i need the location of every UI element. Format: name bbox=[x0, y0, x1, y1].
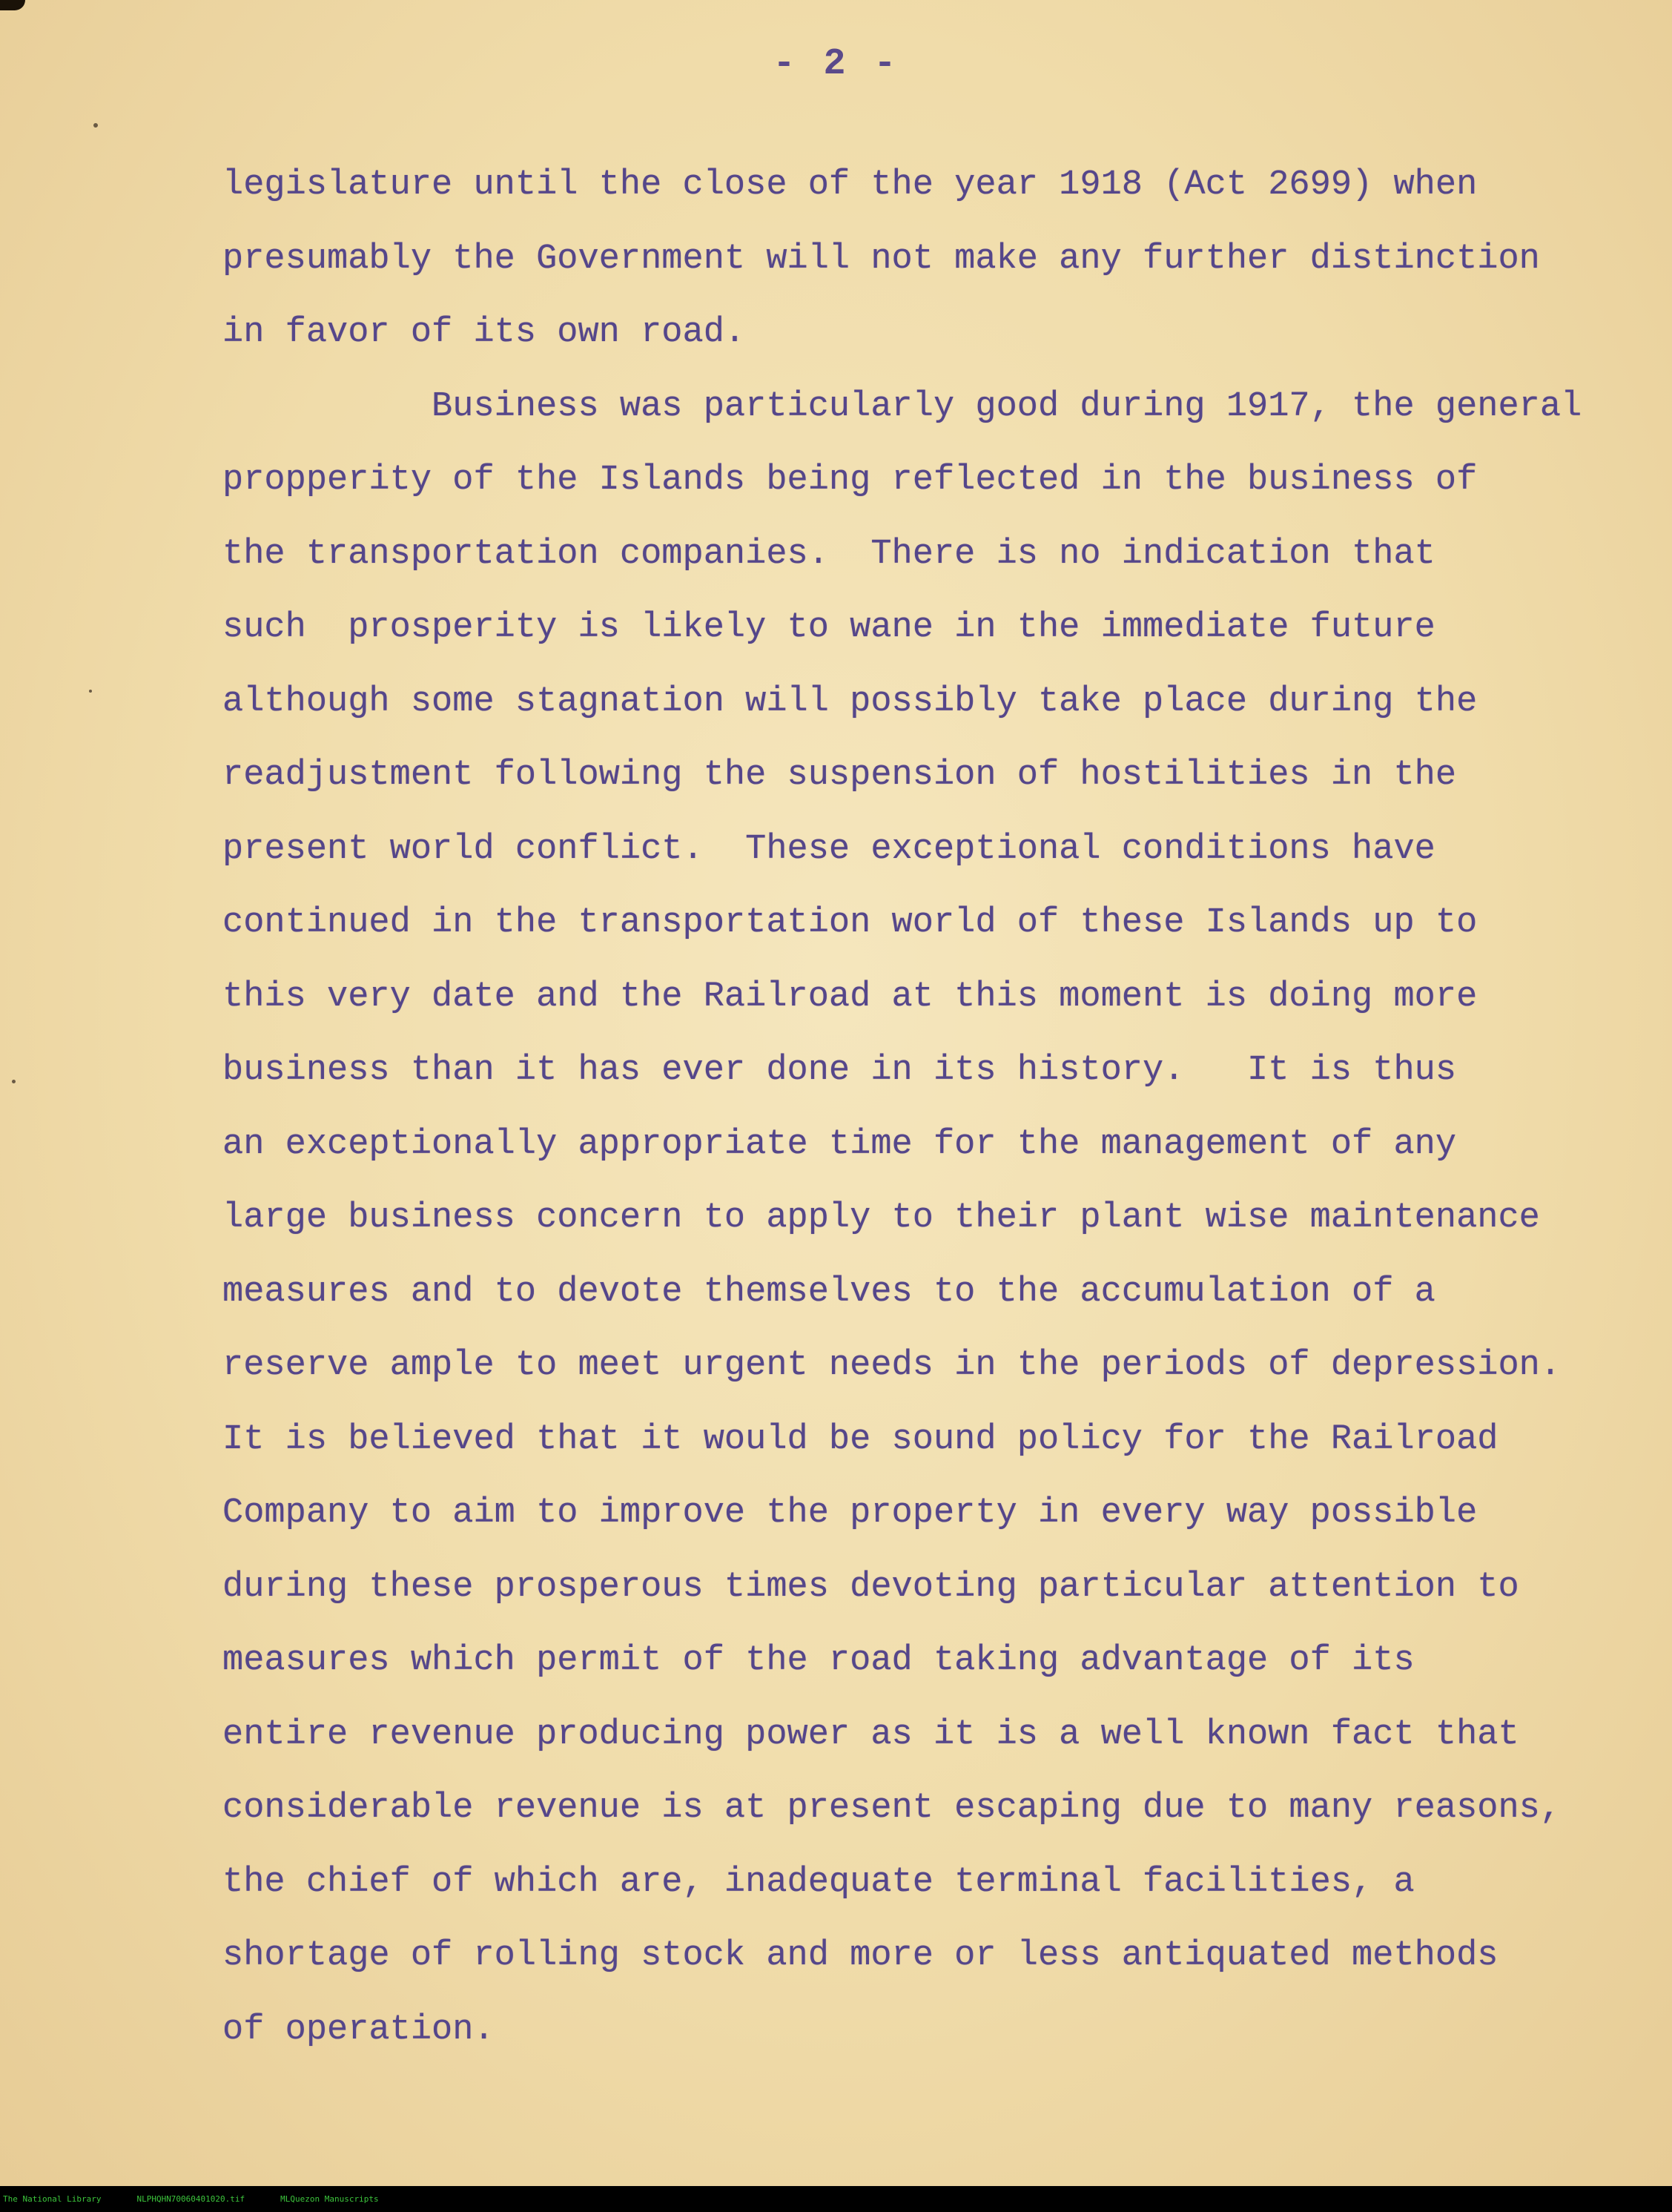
paper-speck bbox=[12, 1080, 16, 1083]
text-line: entire revenue producing power as it is a well known fact that bbox=[222, 1714, 1519, 1754]
text-line: presumably the Government will not make any further distinction bbox=[222, 239, 1540, 279]
text-line: legislature until the close of the year 1918 (Act 2699) when bbox=[222, 165, 1478, 205]
body-text bbox=[222, 148, 1668, 2067]
paper-speck bbox=[93, 123, 98, 128]
text-line: during these prosperous times devoting particular attention to bbox=[222, 1567, 1519, 1607]
text-line: considerable revenue is at present escaping due to many reasons, bbox=[222, 1789, 1562, 1828]
page-number: - 2 - bbox=[773, 43, 899, 85]
corner-blot bbox=[0, 0, 25, 10]
paper-speck bbox=[89, 690, 92, 693]
text-line: It is believed that it would be sound policy for the Railroad bbox=[222, 1419, 1498, 1459]
text-line: reserve ample to meet urgent needs in the periods of depression. bbox=[222, 1346, 1562, 1385]
text-line: present world conflict. These exceptional conditions have bbox=[222, 829, 1435, 869]
text-line: this very date and the Railroad at this moment is doing more bbox=[222, 977, 1478, 1017]
text-line: measures which permit of the road taking advantage of its bbox=[222, 1641, 1415, 1680]
text-line: measures and to devote themselves to the accumulation of a bbox=[222, 1272, 1435, 1312]
footer-collection: MLQuezon Manuscripts bbox=[280, 2194, 379, 2204]
text-line: the chief of which are, inadequate terminal facilities, a bbox=[222, 1862, 1415, 1902]
text-line: the transportation companies. There is no indication that bbox=[222, 534, 1435, 574]
text-line: readjustment following the suspension of hostilities in the bbox=[222, 756, 1457, 795]
text-line: although some stagnation will possibly take place during the bbox=[222, 681, 1478, 722]
text-line: business than it has ever done in its history. It is thus bbox=[222, 1051, 1457, 1090]
footer-file: NLPHQHN70060401020.tif bbox=[136, 2194, 245, 2204]
text-line: in favor of its own road. bbox=[222, 313, 746, 352]
text-line: large business concern to apply to their plant wise maintenance bbox=[222, 1198, 1540, 1238]
text-line: Business was particularly good during 1917, the general bbox=[222, 386, 1582, 426]
scan-footer bbox=[0, 2186, 1672, 2212]
text-line: continued in the transportation world of these Islands up to bbox=[222, 903, 1478, 942]
text-line: an exceptionally appropriate time for the management of any bbox=[222, 1124, 1457, 1164]
text-line: such prosperity is likely to wane in the immediate future bbox=[222, 608, 1435, 647]
footer-library: The National Library bbox=[3, 2194, 102, 2204]
text-line: propperity of the Islands being reflected in the business of bbox=[222, 460, 1478, 500]
text-line: Company to aim to improve the property in every way possible bbox=[222, 1493, 1478, 1533]
text-line: shortage of rolling stock and more or less antiquated methods bbox=[222, 1936, 1498, 1975]
text-line: of operation. bbox=[222, 2010, 495, 2050]
